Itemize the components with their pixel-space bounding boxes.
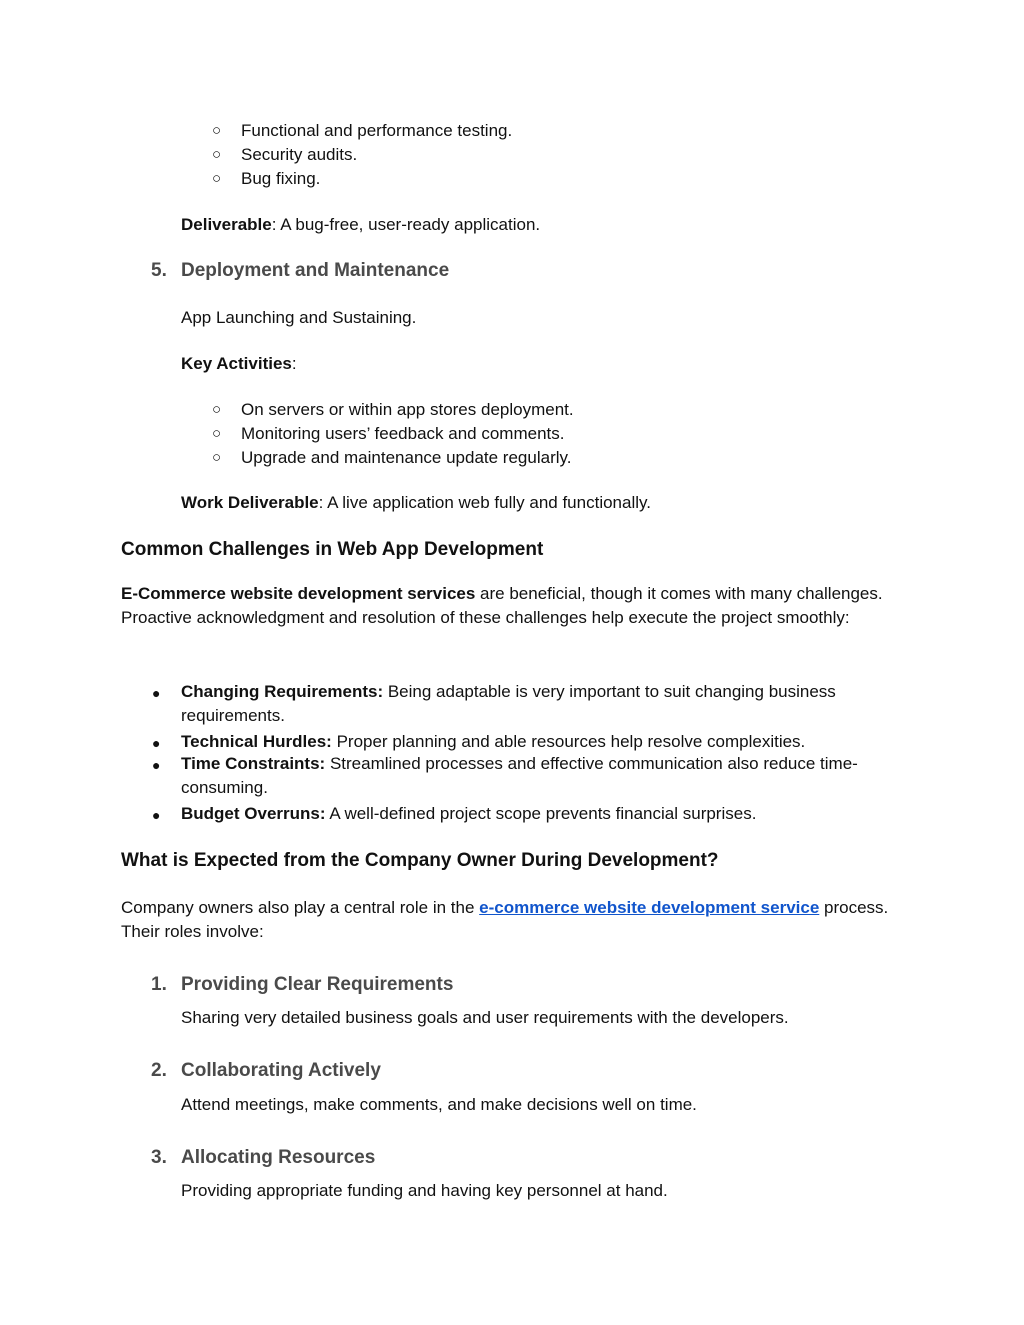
owner-intro bbox=[121, 896, 891, 944]
circle-bullet-icon: ○ bbox=[212, 449, 222, 466]
list-item-text: A well-defined project scope prevents financial surprises. bbox=[325, 804, 757, 823]
list-item-text: Being adaptable is very important to suit changing business requirements. bbox=[181, 682, 836, 725]
step-text: Providing appropriate funding and having key personnel at hand. bbox=[181, 1181, 668, 1200]
circle-bullet-icon: ○ bbox=[212, 425, 222, 442]
list-item: Bug fixing. bbox=[241, 169, 321, 188]
owner-intro-text: Company owners also play a central role in the bbox=[121, 898, 480, 917]
step-text: Attend meetings, make comments, and make decisions well on time. bbox=[181, 1095, 697, 1114]
step-title: Allocating Resources bbox=[181, 1147, 376, 1168]
ecommerce-service-link[interactable]: e-commerce website development service bbox=[479, 898, 820, 917]
challenges-heading: Common Challenges in Web App Development bbox=[121, 539, 544, 560]
deliverable-line bbox=[181, 213, 540, 237]
owner-intro-end: process. Their roles involve: bbox=[121, 898, 889, 941]
list-item-label: Time Constraints: bbox=[181, 754, 326, 773]
step-number: 3. bbox=[151, 1147, 167, 1168]
list-item bbox=[181, 802, 891, 826]
step-number: 1. bbox=[151, 974, 167, 995]
bullet-icon: ● bbox=[152, 685, 161, 701]
bullet-icon: ● bbox=[152, 735, 161, 751]
list-item: On servers or within app stores deployment. bbox=[241, 400, 574, 419]
work-deliverable-label: Work Deliverable bbox=[181, 493, 319, 512]
key-activities-text: Key Activities bbox=[181, 354, 292, 373]
list-item bbox=[181, 680, 891, 728]
challenges-intro-text: are beneficial, though it comes with many challenges. Proactive acknowledgment and resolution of these challenges help execute the project smoothly: bbox=[121, 584, 883, 627]
step-number: 5. bbox=[151, 260, 167, 281]
circle-bullet-icon: ○ bbox=[212, 122, 222, 139]
list-item bbox=[181, 752, 891, 800]
list-item-text: Proper planning and able resources help resolve complexities. bbox=[331, 732, 806, 751]
list-item: Functional and performance testing. bbox=[241, 121, 513, 140]
list-item-text: Streamlined processes and effective communication also reduce time-consuming. bbox=[181, 754, 858, 797]
bullet-icon: ● bbox=[152, 807, 161, 823]
list-item: Upgrade and maintenance update regularly. bbox=[241, 448, 572, 467]
deliverable-label: Deliverable bbox=[181, 215, 272, 234]
step-number: 2. bbox=[151, 1060, 167, 1081]
work-deliverable-line bbox=[181, 491, 651, 515]
circle-bullet-icon: ○ bbox=[212, 146, 222, 163]
challenges-intro-bold: E-Commerce website development services bbox=[121, 584, 476, 603]
bullet-icon: ● bbox=[152, 757, 161, 773]
step-text: Sharing very detailed business goals and user requirements with the developers. bbox=[181, 1008, 789, 1027]
list-item bbox=[181, 730, 891, 754]
work-deliverable-text: : A live application web fully and functionally. bbox=[318, 493, 651, 512]
list-item: Security audits. bbox=[241, 145, 358, 164]
step-title: Collaborating Actively bbox=[181, 1060, 381, 1081]
circle-bullet-icon: ○ bbox=[212, 170, 222, 187]
list-item-label: Budget Overruns: bbox=[181, 804, 326, 823]
list-item: Monitoring users’ feedback and comments. bbox=[241, 424, 565, 443]
challenges-intro bbox=[121, 582, 891, 630]
deliverable-text: : A bug-free, user-ready application. bbox=[271, 215, 541, 234]
step-title: Deployment and Maintenance bbox=[181, 260, 450, 281]
owner-heading: What is Expected from the Company Owner During Development? bbox=[121, 850, 719, 871]
step-title: Providing Clear Requirements bbox=[181, 974, 454, 995]
key-activities-colon: : bbox=[291, 354, 297, 373]
key-activities-label bbox=[181, 352, 297, 376]
step-subtitle: App Launching and Sustaining. bbox=[181, 308, 417, 327]
list-item-label: Technical Hurdles: bbox=[181, 732, 332, 751]
list-item-label: Changing Requirements: bbox=[181, 682, 384, 701]
circle-bullet-icon: ○ bbox=[212, 401, 222, 418]
